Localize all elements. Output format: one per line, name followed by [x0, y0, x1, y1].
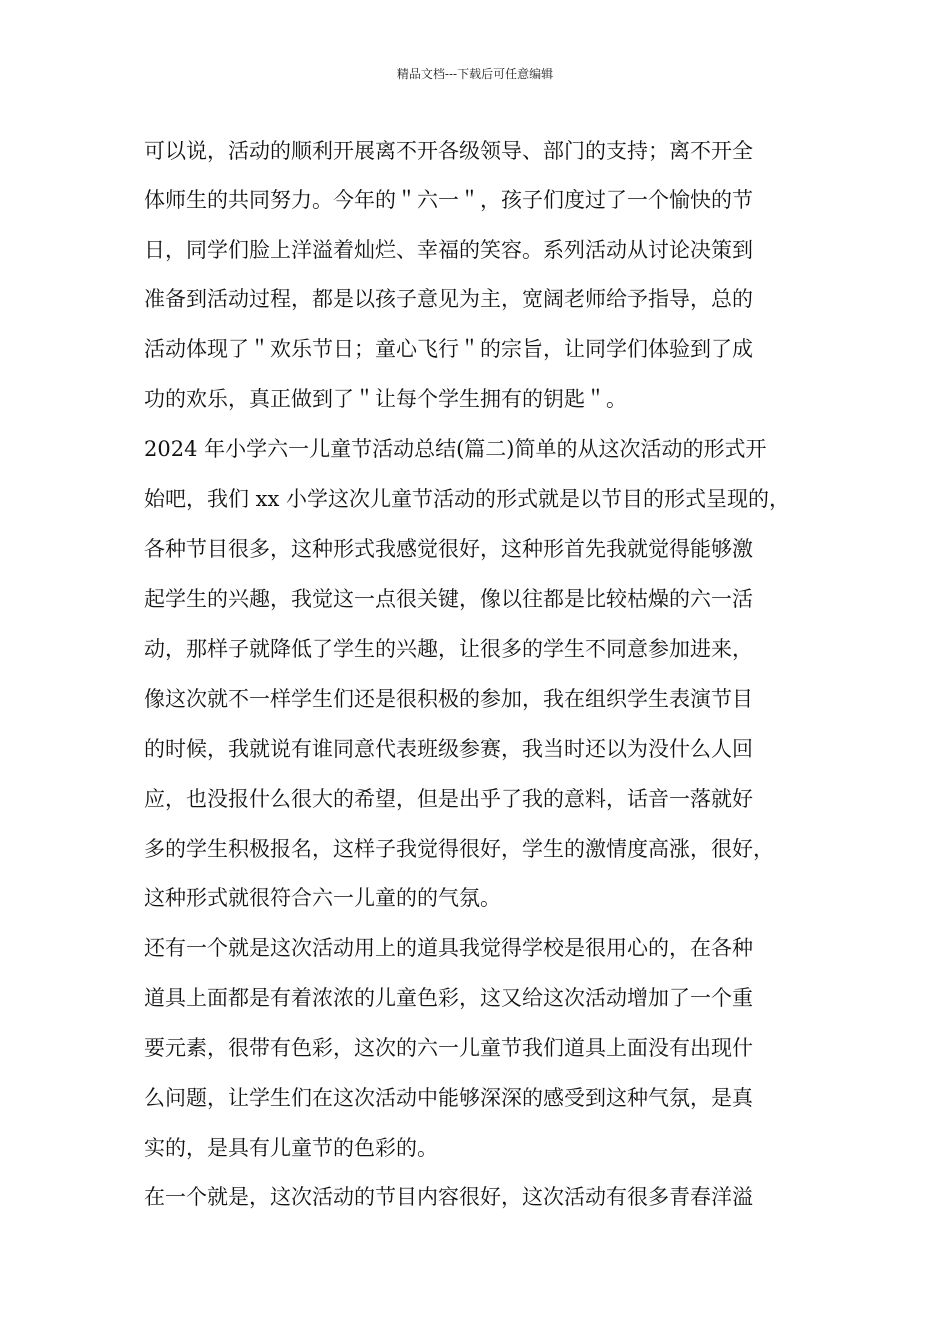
text-line: 2024 年小学六一儿童节活动总结(篇二)简单的从这次活动的形式开 [144, 437, 767, 461]
text-line: 的时候，我就说有谁同意代表班级参赛，我当时还以为没什么人回 [144, 737, 753, 761]
text-line: 日，同学们脸上洋溢着灿烂、幸福的笑容。系列活动从讨论决策到 [144, 238, 753, 262]
text-line: 在一个就是，这次活动的节目内容很好，这次活动有很多青春洋溢 [144, 1185, 753, 1209]
text-line: 多的学生积极报名，这样子我觉得很好，学生的激情度高涨，很好， [144, 837, 774, 861]
text-line: 可以说，活动的顺利开展离不开各级领导、部门的支持；离不开全 [144, 139, 753, 163]
text-line: 始吧，我们 xx 小学这次儿童节活动的形式就是以节目的形式呈现的， [144, 487, 791, 511]
text-line: 还有一个就是这次活动用上的道具我觉得学校是很用心的，在各种 [144, 936, 753, 960]
text-line: 实的，是具有儿童节的色彩的。 [144, 1136, 438, 1160]
text-line: 各种节目很多，这种形式我感觉很好，这种形首先我就觉得能够激 [144, 537, 753, 561]
text-line: 应，也没报什么很大的希望，但是出乎了我的意料，话音一落就好 [144, 787, 753, 811]
text-line: 道具上面都是有着浓浓的儿童色彩，这又给这次活动增加了一个重 [144, 986, 753, 1010]
text-line: 么问题，让学生们在这次活动中能够深深的感受到这种气氛，是真 [144, 1086, 753, 1110]
text-line: 这种形式就很符合六一儿童的的气氛。 [144, 886, 501, 910]
text-line: 起学生的兴趣，我觉这一点很关键，像以往都是比较枯燥的六一活 [144, 587, 753, 611]
page-header: 精品文档---下载后可任意编辑 [396, 67, 554, 81]
text-line: 准备到活动过程，都是以孩子意见为主，宽阔老师给予指导，总的 [144, 287, 753, 311]
text-line: 功的欢乐，真正做到了＂让每个学生拥有的钥匙＂。 [144, 387, 627, 411]
text-line: 体师生的共同努力。今年的＂六一＂，孩子们度过了一个愉快的节 [144, 188, 753, 212]
text-line: 活动体现了＂欢乐节日；童心飞行＂的宗旨，让同学们体验到了成 [144, 337, 753, 361]
text-line: 像这次就不一样学生们还是很积极的参加，我在组织学生表演节目 [144, 687, 753, 711]
text-line: 要元素，很带有色彩，这次的六一儿童节我们道具上面没有出现什 [144, 1036, 753, 1060]
text-line: 动，那样子就降低了学生的兴趣，让很多的学生不同意参加进来， [144, 637, 753, 661]
